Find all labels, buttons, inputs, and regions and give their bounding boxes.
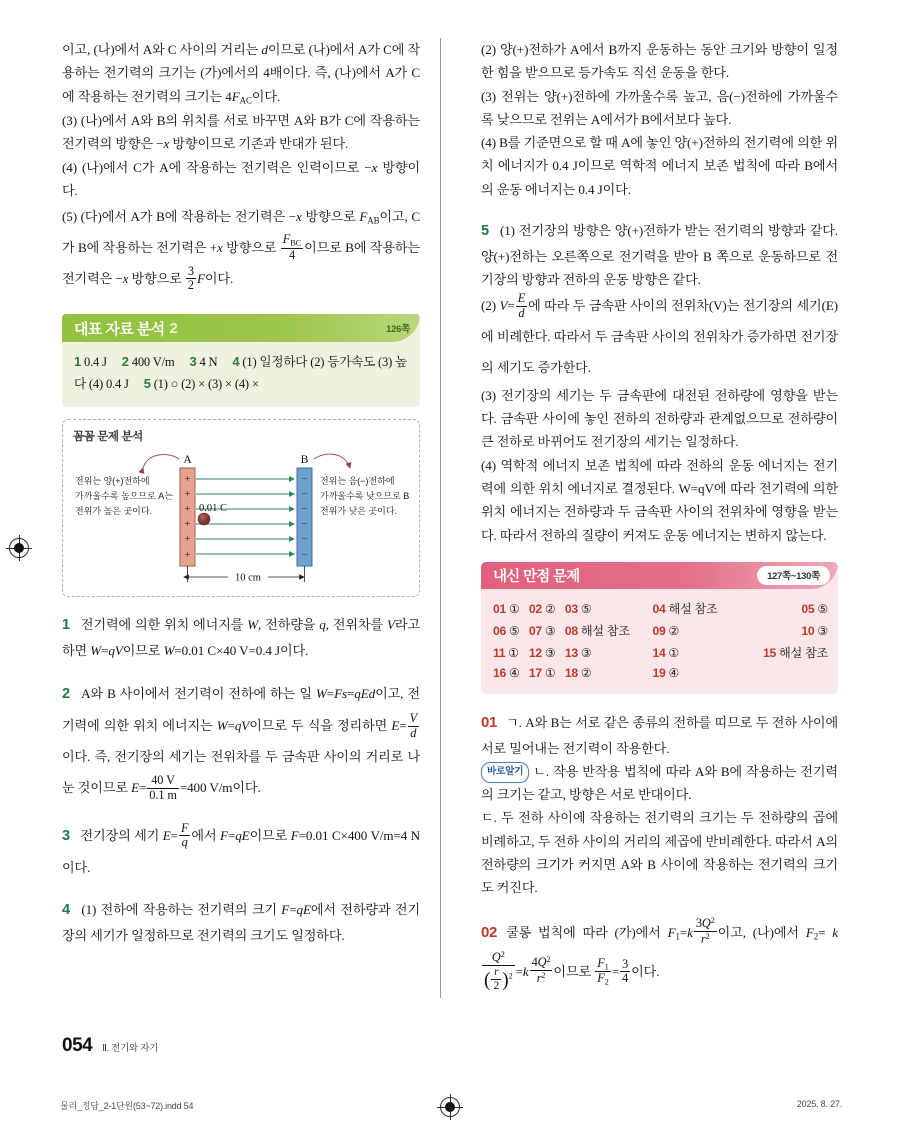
solution-number: 02 (481, 923, 498, 941)
svg-text:+: + (184, 488, 191, 501)
exam-problems-title: 내신 만점 문제 (493, 568, 580, 585)
data-analysis-header (62, 314, 420, 342)
answer-cell: 07 ③ (528, 623, 556, 638)
answer-row (493, 664, 828, 683)
plate-b-label: B (300, 454, 309, 467)
two-column-body (62, 38, 838, 998)
solution-number: 1 (62, 617, 70, 634)
unit-label: Ⅱ. 전기와 자기 (102, 1043, 158, 1054)
print-marks-line (0, 1099, 900, 1113)
solution-number: 01 (481, 713, 498, 731)
page-footer (62, 1035, 158, 1057)
answer-cell: 05 ⑤ (801, 601, 828, 616)
continued-para-1: 이고, (나)에서 A와 C 사이의 거리는 d이므로 (나)에서 A가 C에 작용하는 전기력의 크기는 (가)에서의 4배이다. 즉, (나)에서 A가 C에 작용하는 전기력의 크기는 $4F_{AC}$이다. (62, 42, 421, 106)
answer-cell: 03 ⑤ (564, 601, 592, 616)
answer-cell: 19 ④ (652, 666, 680, 681)
continued-item-list (481, 38, 838, 201)
answer-cell: 11 ① (493, 645, 519, 660)
svg-text:전위가 낮은 곳이다.: 전위가 낮은 곳이다. (320, 506, 398, 517)
svg-text:+: + (184, 473, 191, 486)
continued-para-2: (3) (나)에서 A와 B의 위치를 서로 바꾸면 A와 B가 C에 작용하는 전기력의 방향은 −x 방향이므로 기존과 반대가 된다. (62, 112, 420, 152)
answer-cell: 16 ④ (493, 666, 520, 681)
answer-cell: 04 해설 참조 (652, 602, 718, 617)
plate-a-label: A (183, 454, 192, 467)
answer-number: 5 (143, 375, 151, 391)
svg-text:+: + (184, 518, 191, 531)
exam-answer-grid (481, 589, 838, 694)
answer-cell: 17 ① (528, 666, 556, 681)
data-analysis-page-ref: 126쪽 (386, 324, 410, 336)
solution-item-1: 1 전기력에 의한 위치 에너지를 W, 전하량을 q, 전위차를 V라고 하면 W=qV이므로 W=0.01 C×40 V=0.4 J이다. (62, 617, 421, 658)
note-right (320, 475, 409, 516)
data-analysis-title: 대표 자료 분석 (74, 320, 165, 338)
svg-text:+: + (184, 533, 191, 546)
answer-row (493, 598, 828, 620)
charge-label: 0.01 C (199, 503, 228, 515)
continued-solution-text (62, 38, 420, 294)
answer-cell: 10 ③ (801, 623, 828, 638)
answer-cell: 09 ② (652, 623, 680, 638)
solution-number: 5 (481, 223, 489, 240)
solution01-part2: ㄴ. 작용 반작용 법칙에 따라 A와 B에 작용하는 전기력의 크기는 같고, 방향은 서로 반대이다. (481, 763, 838, 803)
answer-row (493, 642, 828, 664)
page-number: 054 (62, 1035, 93, 1056)
solution5-part1: (1) 전기장의 방향은 양(+)전하가 받는 전기력의 방향과 같다. 양(+)전하는 오른쪽으로 전기력을 받아 B 쪽으로 운동하므로 전기장의 방향과 전하의 운동 방향은 같다. (481, 223, 838, 288)
note-left (75, 475, 173, 516)
answer-cell: 01 ① (493, 601, 520, 616)
data-analysis-number: 2 (169, 319, 178, 337)
svg-text:+: + (184, 549, 191, 562)
continued-item-2: (2) 양(+)전하가 A에서 B까지 운동하는 동안 크기와 방향이 일정한 힘을 받으므로 등가속도 직선 운동을 한다. (481, 42, 838, 81)
svg-text:−: − (301, 518, 308, 531)
answer-number: 3 (189, 354, 197, 370)
parallel-plate-diagram (73, 446, 409, 586)
callout-arrow-left (143, 455, 179, 468)
solution5-part3: (3) 전기장의 세기는 두 금속판에 대전된 전하량에 영향을 받는다. 금속판 사이에 놓인 전하의 전하량과 관계없으므로 전하량이 큰 전하로 바뀌어도 전기장의 세기는 일정하다. (481, 387, 838, 450)
svg-text:−: − (301, 503, 308, 516)
problem-analysis-title: 꼼꼼 문제 분석 (73, 431, 143, 444)
solution-number: 4 (62, 902, 70, 919)
data-analysis-box (62, 314, 420, 407)
solution-item-5: 5 (1) 전기장의 방향은 양(+)전하가 받는 전기력의 방향과 같다. 양(+)전하는 오른쪽으로 전기력을 받아 B 쪽으로 운동하므로 전기장의 방향과 전하의 운동 방향은 같다. (2) V= $\frac{E}{d}$ 에 따라 두 금속판 사이의 전위차(V)는 전기장의 세기(E)에 비례한다. 따라서 두 금속판 사이의 전위차가 증가하면 전기장의 세기도 증가한다. (3) 전기장의 세기는 두 금속판에 대전된 전하량에 영향을 받는다. 금속판 사이에 놓인 전하의 전하량과 관계없으므로 전하량이 큰 전하로 바뀌어도 전기장의 세기는 일정하다. (4) 역학적 에너지 보존 법칙에 따라 전하의 운동 에너지는 전기력에 의한 위치 에너지로 결정된다. W=qV에 따라 전기력에 의한 위치 에너지는 전하량과 두 금속판 사이의 전위차에 영향을 받는다. 따라서 전하의 질량이 커져도 운동 에너지는 변하지 않는다. (481, 219, 838, 547)
solution-item-4: 4 (1) 전하에 작용하는 전기력의 크기 F=qE에서 전하량과 전기장의 세기가 일정하므로 전기력의 크기도 일정하다. (62, 902, 420, 944)
answer-cell: 14 ① (652, 645, 680, 660)
solution-item-02: 02 쿨롱 법칙에 따라 (가)에서 $F_1=k$ $\frac{3Q^2}{r^2}$ 이고, (나)에서 $F_2= k$ $Q^2$ ( $\frac{r}{2}$ )$^2$ =k $\frac{4Q^2}{r^2}$ 이므로 $\frac{F_1}{F_2}$ = $\frac{3}{4}$ 이다. (481, 916, 838, 992)
right-column (440, 38, 838, 998)
answer-cell: 13 ③ (564, 645, 592, 660)
callout-arrow-right (314, 454, 350, 468)
data-analysis-answers (62, 342, 420, 407)
svg-text:가까울수록 낮으므로 B는: 가까울수록 낮으므로 B는 (320, 491, 409, 502)
svg-text:+: + (184, 503, 191, 516)
exam-problems-page-ref: 127쪽~130쪽 (757, 566, 830, 585)
answer-cell: 18 ② (564, 666, 592, 681)
answer-cell (740, 664, 828, 683)
baroalgi-badge: 바로알기 (481, 762, 529, 783)
answer-cell: 08 해설 참조 (564, 624, 630, 639)
test-charge (198, 513, 210, 525)
solution-item-3: 3 전기장의 세기 E= $\frac{F}{q}$ 에서 F=qE이므로 F=0.01 C×400 V/m=4 N이다. (62, 820, 421, 875)
solution5-part4: (4) 역학적 에너지 보존 법칙에 따라 전하의 운동 에너지는 전기력에 의한 위치 에너지로 결정된다. W=qV에 따라 전기력에 의한 위치 에너지는 전하량과 두 금속판 사이의 전위차에 영향을 받는다. 따라서 전하의 질량이 커져도 운동 에너지는 변하지 않는다. (481, 457, 838, 543)
solution01-part3: ㄷ. 두 전하 사이에 작용하는 전기력의 크기는 두 전하량의 곱에 비례하고, 두 전하 사이의 거리의 제곱에 반비례한다. 따라서 A의 전하량의 크기가 커지면 A와 B 사이에 작용하는 전기력의 크기도 커진다. (481, 810, 838, 896)
continued-item-4: (4) B를 기준면으로 할 때 A에 놓인 양(+)전하의 전기력에 의한 위치 에너지가 0.4 J이므로 역학적 에너지 보존 법칙에 따라 B에서의 운동 에너지는 0.4 J이다. (481, 135, 838, 197)
solution01-part1: ㄱ. A와 B는 서로 같은 종류의 전하를 띠므로 두 전하 사이에 서로 밀어내는 전기력이 작용한다. (481, 714, 838, 756)
solution-item-01 (481, 710, 838, 900)
answer-cell: 02 ② (528, 601, 556, 616)
answer-number: 2 (121, 354, 129, 370)
continued-para-3: (4) (나)에서 C가 A에 작용하는 전기력은 인력이므로 −x 방향이다. (62, 159, 420, 198)
answer-text: (1) 일정하다 (2) 등가속도 (3) 높다 (4) 0.4 J (74, 355, 408, 391)
answer-cell: 06 ⑤ (493, 623, 520, 638)
svg-text:전위는 음(−)전하에: 전위는 음(−)전하에 (320, 476, 395, 487)
answer-text: 0.4 J (83, 355, 107, 370)
svg-text:−: − (301, 549, 308, 562)
exam-problems-header (481, 562, 838, 589)
exam-problems-box (481, 562, 838, 694)
solution5-part2-head: (2) (481, 298, 496, 314)
answer-text: (1) ○ (2) × (3) × (4) × (153, 376, 259, 391)
svg-text:−: − (301, 473, 308, 486)
diagram-svg (73, 446, 409, 586)
solution-number: 2 (62, 686, 70, 703)
answer-cell: 15 해설 참조 (763, 646, 828, 661)
solution-item-2: 2 A와 B 사이에서 전기력이 전하에 하는 일 W=Fs=qEd이고, 전기력에 의한 위치 에너지는 W=qV이므로 두 식을 정리하면 E= $\frac{V}{d}$ 이다. 즉, 전기장의 세기는 전위차를 두 금속판 사이의 거리로 나눈 것이므로 E= $\frac{40 V}{0.1 m}$ =400 V/m이다. (62, 686, 420, 802)
answer-text: 4 N (199, 355, 218, 370)
svg-text:전위는 양(+)전하에: 전위는 양(+)전하에 (75, 476, 150, 487)
svg-text:−: − (301, 488, 308, 501)
continued-para-4: (5) (다)에서 A가 B에 작용하는 전기력은 −x 방향으로 $F_{AB}$이고, C가 B에 작용하는 전기력은 +x 방향으로 $\frac{F_{BC}}{4}$ 이므로 B에 작용하는 전기력은 −x 방향으로 $\frac{3}{2}$ F이다. (62, 209, 421, 293)
print-filename: 물리_정답_2-1단원(53~72).indd 54 (60, 1101, 194, 1111)
solution5-part2-rest: 에 따라 두 금속판 사이의 전위차(V)는 전기장의 세기(E)에 비례한다. 따라서 두 금속판 사이의 전위차가 증가하면 전기장의 세기도 증가한다. (481, 298, 838, 375)
problem-analysis-box (62, 419, 420, 597)
answer-number: 1 (74, 354, 82, 370)
distance-label: 10 cm (235, 572, 261, 584)
electric-field-lines (196, 479, 294, 554)
solution-number: 3 (62, 827, 70, 844)
answer-row (493, 620, 828, 642)
answer-cell: 12 ③ (528, 645, 556, 660)
svg-text:−: − (301, 533, 308, 546)
answer-number: 4 (232, 354, 240, 370)
left-column (62, 38, 440, 998)
print-date: 2025. 8. 27. (796, 1099, 842, 1109)
answer-text: 400 V/m (131, 355, 175, 370)
svg-text:전위가 높은 곳이다.: 전위가 높은 곳이다. (75, 506, 153, 517)
registration-mark-left (6, 535, 32, 561)
continued-item-3: (3) 전위는 양(+)전하에 가까울수록 높고, 음(−)전하에 가까울수록 낮으므로 전위는 A에서가 B에서보다 높다. (481, 88, 838, 127)
svg-text:가까울수록 높으므로 A는: 가까울수록 높으므로 A는 (75, 491, 173, 502)
